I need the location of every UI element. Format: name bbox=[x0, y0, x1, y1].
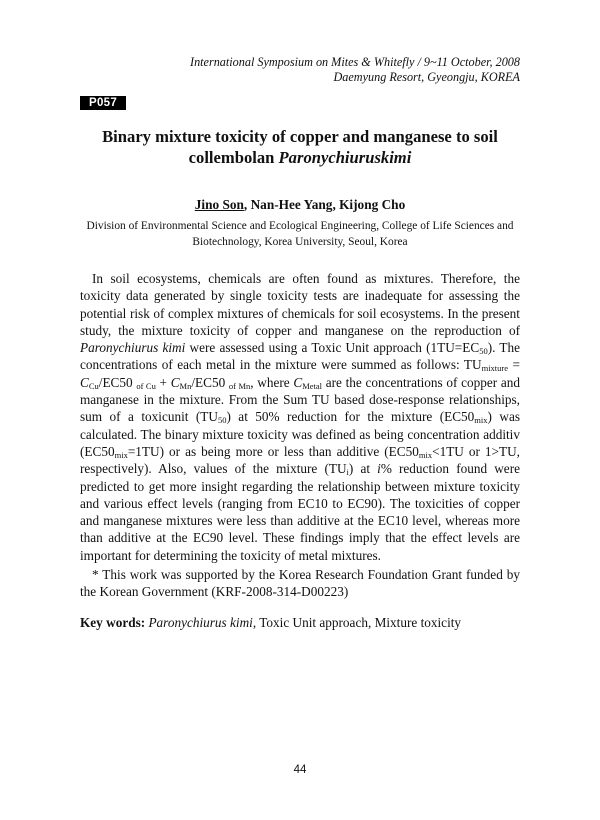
abstract-segment: are the concentrations of copper and manganese in the mixture. From the Sum TU based dose-response relationships, sum of a toxicunit (TU bbox=[80, 374, 520, 425]
page-number: 44 bbox=[293, 764, 307, 776]
variable-i: i bbox=[377, 461, 381, 477]
abstract-segment: In soil ecosystems, chemicals are often found as mixtures. Therefore, the toxicity data generated by single toxicity tests are inadequate for assessing the potential risk of complex mixtures of chemicals for soil ecosystems. In the present study, the mixture toxicity of copper and manganese on the reproduction of bbox=[80, 271, 520, 338]
variable-c: C bbox=[293, 374, 303, 390]
title-line1: Binary mixture toxicity of copper and manganese to soil bbox=[102, 127, 498, 146]
subscript: 50 bbox=[217, 415, 227, 426]
abstract-segment: ) at bbox=[348, 461, 378, 477]
acknowledgement: * This work was supported by the Korea Research Foundation Grant funded by the Korean Government (KRF-2008-314-D00223) bbox=[80, 567, 520, 600]
other-authors: , Nan-Hee Yang, Kijong Cho bbox=[243, 197, 406, 212]
abstract-segment: % reduction found were predicted to get more insight regarding the relationship between mixture toxicity and various effect levels (ranging from EC10 to EC90). The toxicities of copper and manganese mixtures were less than additive at the EC10 level, whereas more than additive at the EC90 level. These findings imply that the effect levels are important for determining the toxicity of metal mixtures. bbox=[80, 461, 520, 563]
keywords-label: Key words: bbox=[80, 615, 146, 630]
subscript: mixture bbox=[481, 363, 509, 374]
subscript: Cu bbox=[88, 380, 99, 391]
variable-c: C bbox=[80, 374, 89, 390]
paper-title bbox=[80, 126, 520, 168]
title-line2-prefix: collembolan bbox=[188, 148, 279, 167]
abstract-segment: <1TU or 1>TU, respectively). Also, values of the mixture (TU bbox=[80, 443, 520, 477]
subscript: of Mn bbox=[228, 380, 251, 391]
abstract-text bbox=[80, 270, 520, 564]
abstract-segment: , where bbox=[250, 374, 294, 390]
abstract-segment: =1TU) or as being more or less than additive (EC50 bbox=[127, 443, 419, 459]
subscript: Metal bbox=[302, 380, 323, 391]
keywords bbox=[80, 615, 520, 631]
conference-header-line2: Daemyung Resort, Gyeongju, KOREA bbox=[333, 70, 520, 84]
abstract-segment: + bbox=[155, 374, 171, 390]
variable-c: C bbox=[170, 374, 180, 390]
subscript: Mn bbox=[179, 380, 192, 391]
abstract-species: Paronychiurus kimi bbox=[80, 340, 186, 356]
subscript: i bbox=[346, 467, 349, 478]
conference-header-line1: International Symposium on Mites & Whitefly / 9~11 October, 2008 bbox=[190, 55, 520, 69]
title-species: Paronychiuruskimi bbox=[278, 148, 412, 167]
subscript: of Cu bbox=[136, 380, 156, 391]
affiliation: Division of Environmental Science and Ecological Engineering, College of Life Sciences and Biotechnology, Korea University, Seoul, Korea bbox=[86, 220, 514, 248]
subscript: mix bbox=[114, 449, 128, 460]
subscript: mix bbox=[418, 449, 433, 460]
abstract-segment: ) at 50% reduction for the mixture (EC50 bbox=[226, 409, 475, 425]
conference-header bbox=[190, 55, 520, 85]
author-list bbox=[80, 197, 520, 213]
keyword-species: Paronychiurus kimi bbox=[148, 615, 253, 630]
abstract-segment: /EC50 bbox=[191, 374, 229, 390]
abstract-segment: ). The concentrations of each metal in the mixture were summed as follows: TU bbox=[80, 340, 521, 373]
abstract-segment: = bbox=[508, 357, 520, 373]
keywords-rest: , Toxic Unit approach, Mixture toxicity bbox=[252, 615, 462, 630]
first-author: Jino Son bbox=[194, 197, 244, 212]
subscript: 50 bbox=[479, 346, 488, 357]
abstract-segment: /EC50 bbox=[98, 374, 137, 390]
paper-id-badge: P057 bbox=[80, 96, 126, 110]
abstract-segment: ) was calculated. The binary mixture toxicity was defined as being concentration additiv (EC50 bbox=[80, 409, 520, 459]
abstract-segment: were assessed using a Toxic Unit approach (1TU=EC bbox=[185, 340, 480, 356]
subscript: mix bbox=[474, 415, 488, 426]
title-line2 bbox=[80, 147, 520, 168]
